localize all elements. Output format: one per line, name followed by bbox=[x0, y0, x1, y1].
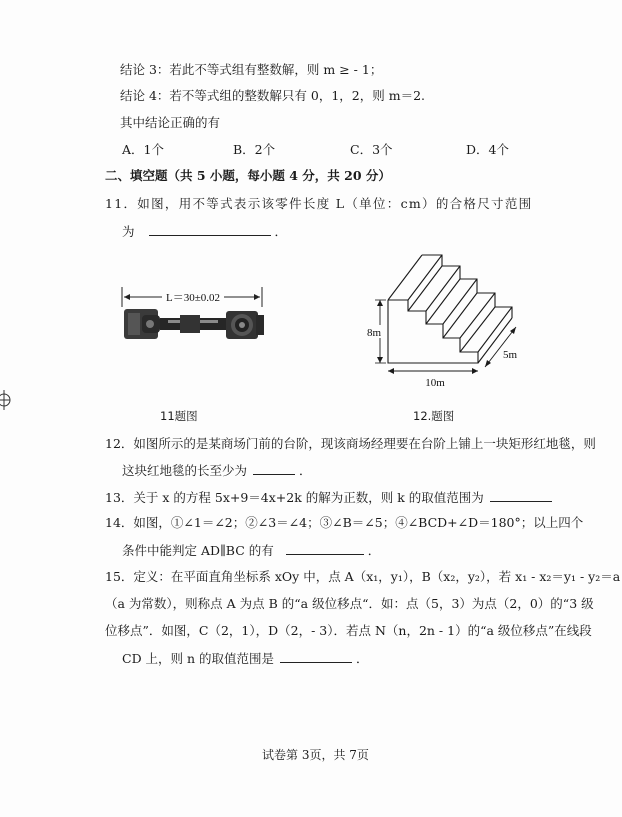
q14-prefix: 条件中能判定 AD∥BC 的有 bbox=[122, 543, 274, 558]
choice-c: C．3个 bbox=[350, 142, 393, 157]
q15-suffix: ． bbox=[356, 651, 369, 666]
q15-prefix: CD 上，则 n 的取值范围是 bbox=[122, 651, 275, 666]
q14-line2 bbox=[122, 542, 380, 559]
q15-line4 bbox=[122, 650, 369, 667]
q15-line3: 位移点”．如图，C（2，1），D（2，- 3）．若点 N（n，2n - 1）的“a 级位移点”在线段 bbox=[105, 623, 592, 638]
figure-11-caption: 11题图 bbox=[160, 409, 198, 423]
q15-answer-blank[interactable] bbox=[280, 650, 352, 663]
choice-d: D．4个 bbox=[466, 142, 509, 157]
q14-line1: 14．如图，①∠1＝∠2；②∠3＝∠4；③∠B＝∠5；④∠BCD+∠D＝180°；以上四个 bbox=[105, 515, 584, 530]
q13-answer-blank[interactable] bbox=[490, 489, 552, 502]
q13-line bbox=[105, 489, 552, 506]
q15-line1: 15．定义：在平面直角坐标系 xOy 中，点 A（x₁，y₁），B（x₂，y₂），若 x₁ - x₂＝y₁ - y₂＝a bbox=[105, 569, 621, 584]
q12-line1: 12．如图所示的是某商场门前的台阶，现该商场经理要在台阶上铺上一块矩形红地毯，则 bbox=[105, 436, 596, 451]
q11-line2 bbox=[122, 223, 287, 240]
figure-11-shaft bbox=[118, 285, 268, 360]
question-tail: 其中结论正确的有 bbox=[120, 115, 221, 130]
figure-12-width-label: 10m bbox=[425, 377, 445, 389]
figure-12-caption: 12.题图 bbox=[413, 409, 455, 423]
figure-12-height-label: 8m bbox=[366, 327, 382, 339]
page-footer: 试卷第 3页，共 7页 bbox=[262, 748, 369, 762]
choice-a: A．1个 bbox=[122, 142, 164, 157]
section-heading: 二、填空题（共 5 小题，每小题 4 分，共 20 分） bbox=[105, 168, 391, 183]
q12-answer-blank[interactable] bbox=[253, 462, 295, 475]
q15-line2: （a 为常数），则称点 A 为点 B 的“a 级位移点“．如：点（5，3）为点（2，0）的“3 级 bbox=[105, 596, 594, 611]
conclusion-4: 结论 4：若不等式组的整数解只有 0，1，2，则 m＝2. bbox=[120, 88, 426, 103]
q12-line2 bbox=[122, 462, 312, 479]
q12-suffix: ． bbox=[298, 463, 312, 478]
q12-prefix: 这块红地毯的长至少为 bbox=[122, 463, 248, 478]
conclusion-3: 结论 3：若此不等式组有整数解，则 m ≥ - 1； bbox=[120, 62, 383, 77]
figure-12-staircase bbox=[360, 245, 525, 390]
q11-line1: 11．如图，用不等式表示该零件长度 L（单位：cm）的合格尺寸范围 bbox=[105, 196, 533, 211]
figure-11-dimension-label: L＝30±0.02 bbox=[165, 292, 221, 304]
binding-hole-mark bbox=[0, 388, 14, 412]
choice-b: B．2个 bbox=[233, 142, 276, 157]
q11-prefix: 为 bbox=[122, 224, 135, 239]
q11-suffix: ． bbox=[274, 224, 287, 239]
figure-12-depth-label: 5m bbox=[502, 349, 518, 361]
q11-answer-blank[interactable] bbox=[149, 223, 271, 236]
q14-suffix: ． bbox=[367, 543, 381, 558]
q13-text: 13．关于 x 的方程 5x+9＝4x+2k 的解为正数，则 k 的取值范围为 bbox=[105, 490, 484, 505]
q14-answer-blank[interactable] bbox=[286, 542, 364, 555]
